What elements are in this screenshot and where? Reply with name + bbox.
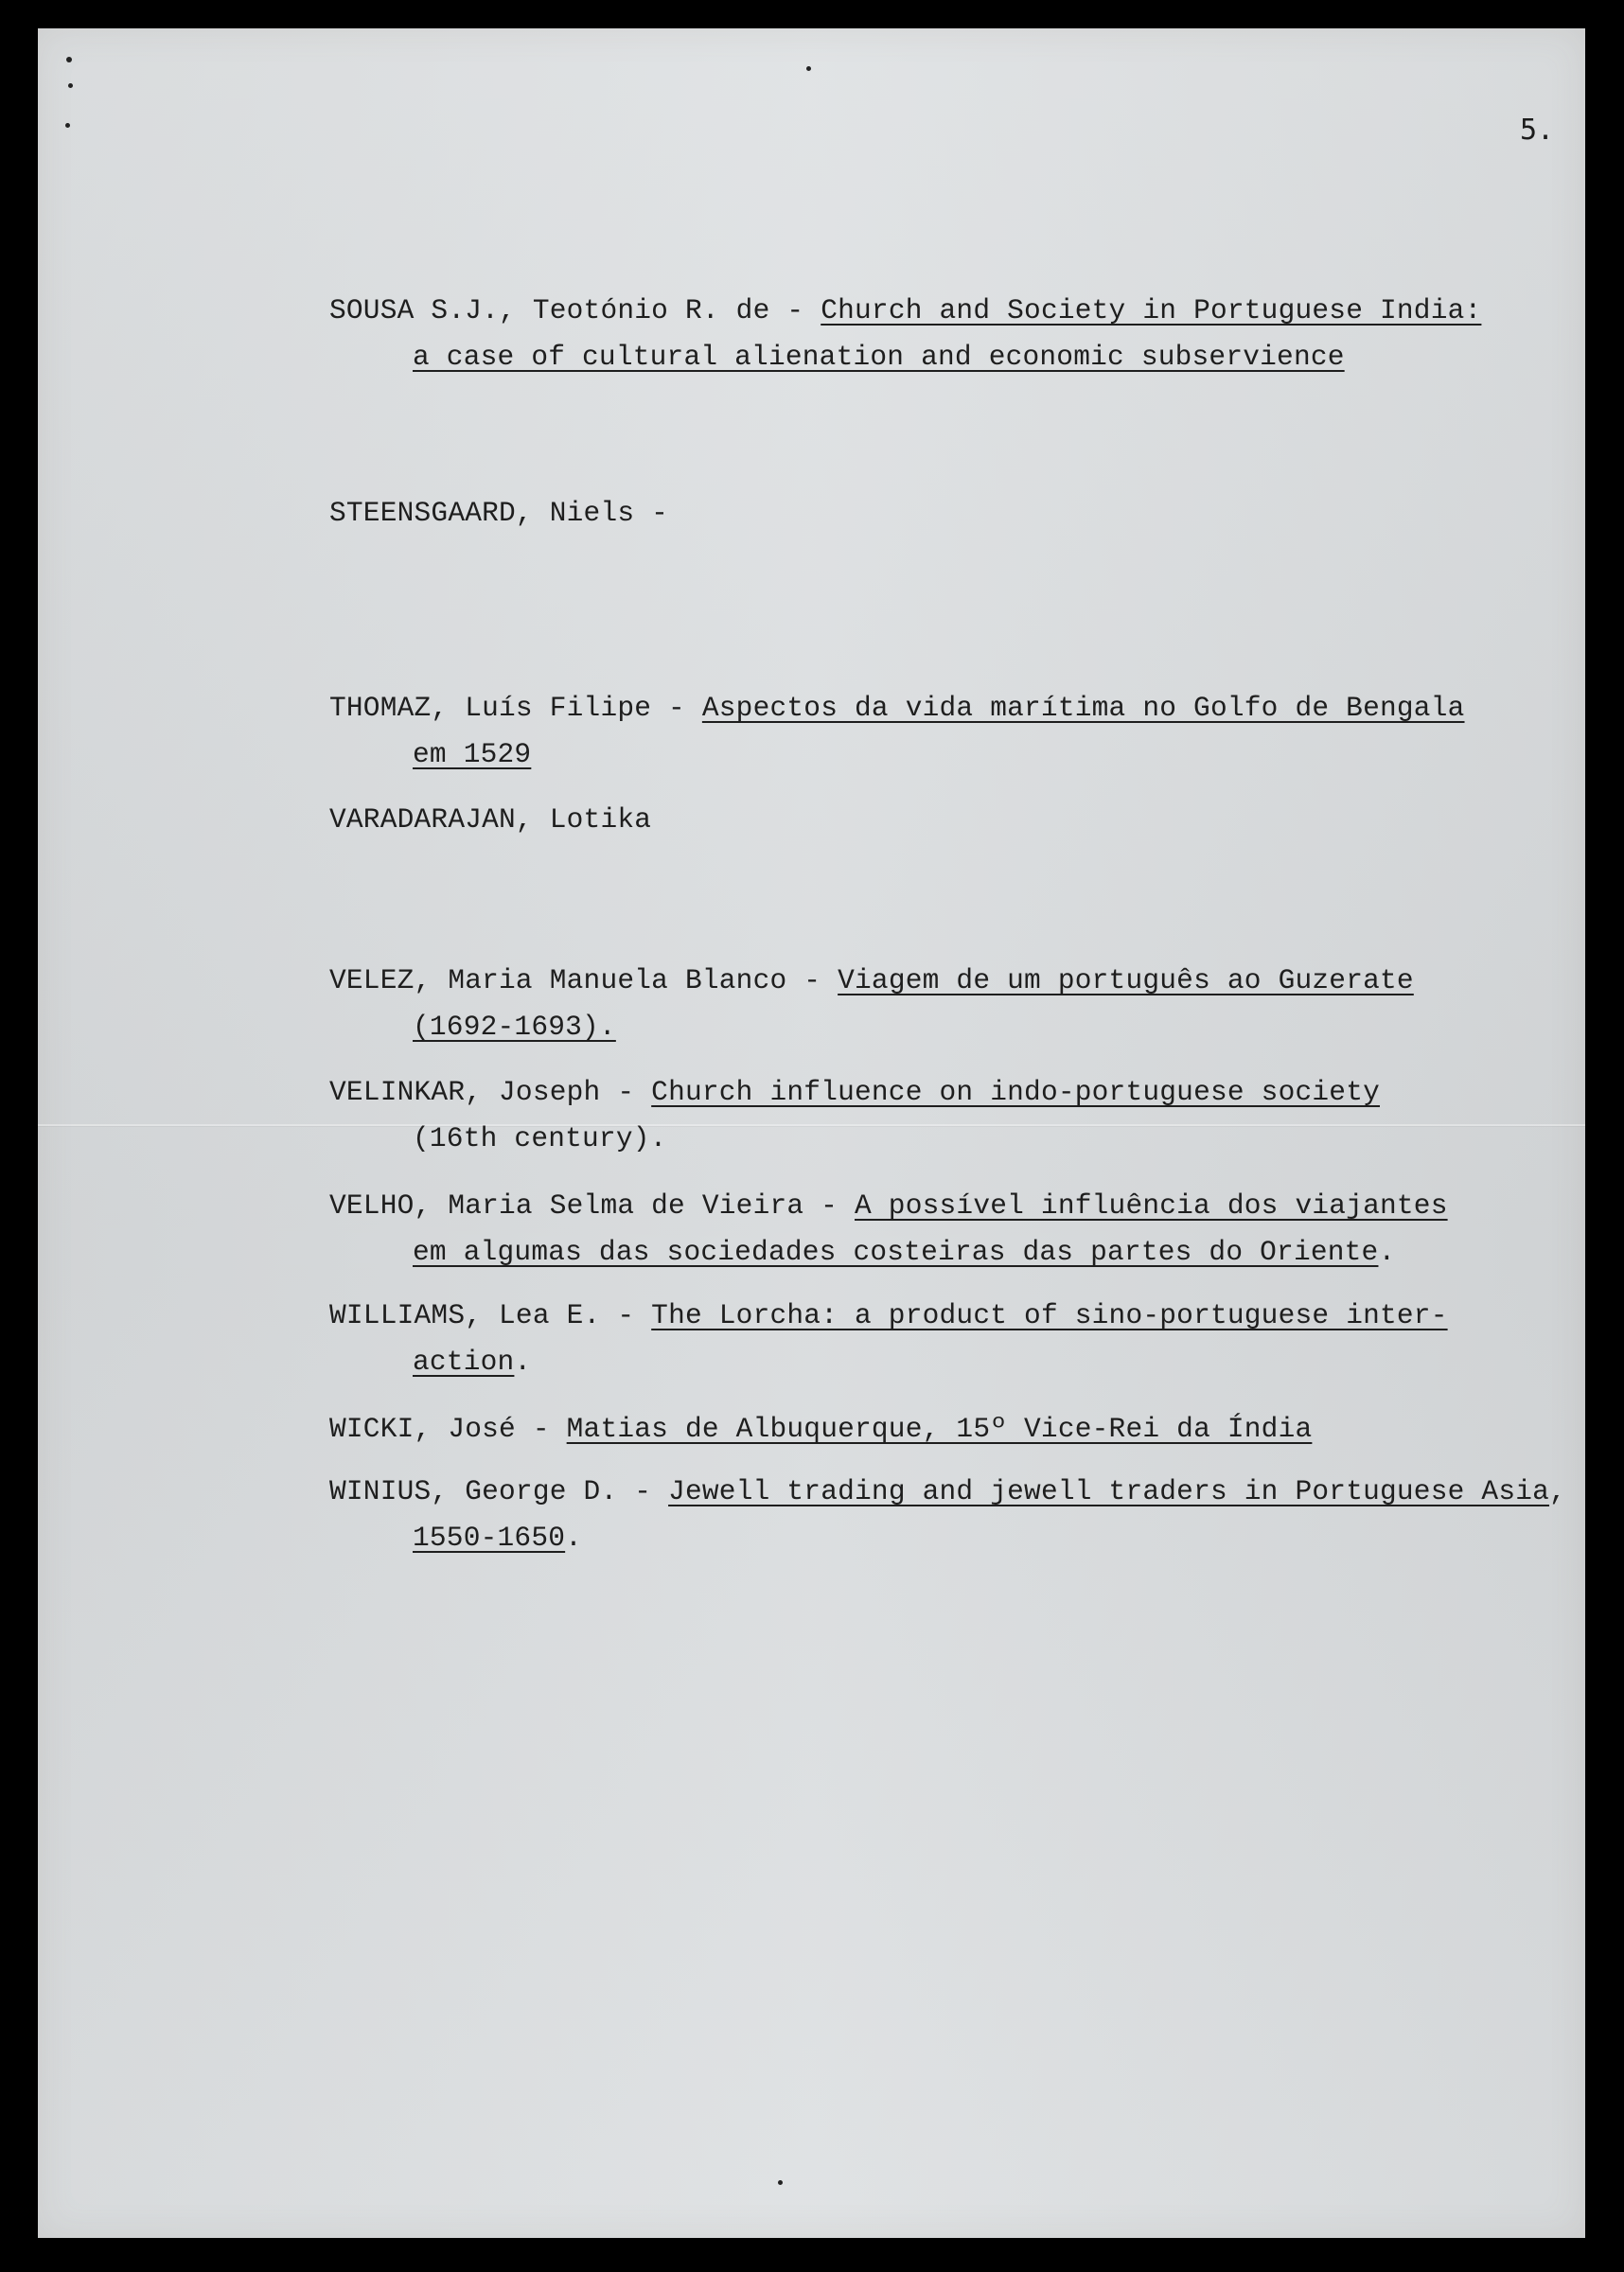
bibliography-entry <box>329 685 1598 778</box>
bibliography-entry <box>329 1293 1598 1385</box>
bibliography-entry <box>329 288 1598 380</box>
entry-author: VELINKAR, Joseph <box>329 1076 601 1108</box>
entry-title: The Lorcha: a product of sino-portuguese inter- <box>651 1299 1448 1331</box>
entry-title: Aspectos da vida marítima no Golfo de Bengala <box>701 692 1465 724</box>
entry-title: Jewell trading and jewell traders in Portuguese Asia <box>668 1475 1550 1507</box>
entry-author: WINIUS, George D. <box>329 1475 618 1507</box>
bibliography-entry <box>329 1406 1598 1453</box>
entry-separator: - <box>617 1475 669 1507</box>
entry-title: Viagem de um português ao Guzerate <box>838 964 1414 996</box>
ink-speck <box>778 2180 783 2185</box>
entry-separator: - <box>651 692 702 724</box>
bibliography-entry <box>329 1183 1598 1276</box>
entry-author: WILLIAMS, Lea E. <box>329 1299 601 1331</box>
entry-title-continued: (16th century). <box>413 1122 667 1154</box>
entry-separator: - <box>786 964 838 996</box>
entry-title: Church influence on indo-portuguese society <box>651 1076 1380 1108</box>
bibliography-entry <box>329 797 1598 843</box>
entry-end-punctuation: . <box>565 1522 583 1554</box>
entry-title-continued: em algumas das sociedades costeiras das partes do Oriente <box>413 1236 1379 1268</box>
entry-title-continued: action <box>413 1346 515 1378</box>
entry-author: VELHO, Maria Selma de Vieira <box>329 1189 804 1222</box>
page-number: 5. <box>1520 114 1555 147</box>
entry-author: VARADARAJAN, Lotika <box>329 803 652 836</box>
punch-hole-speck <box>65 123 70 128</box>
entry-separator: - <box>634 497 669 529</box>
entry-author: VELEZ, Maria Manuela Blanco <box>329 964 787 996</box>
entry-title-continued: 1550-1650 <box>413 1522 566 1554</box>
entry-title-continued: em 1529 <box>413 738 532 770</box>
entry-separator: - <box>803 1189 855 1222</box>
entry-title: Church and Society in Portuguese India: <box>821 294 1482 326</box>
punch-hole-speck <box>66 57 72 62</box>
entry-author: SOUSA S.J., Teotónio R. de <box>329 294 770 326</box>
ink-speck <box>806 66 811 71</box>
entry-end-punctuation: . <box>514 1346 532 1378</box>
entry-author: THOMAZ, Luís Filipe <box>329 692 652 724</box>
entry-separator: - <box>515 1413 567 1445</box>
entry-end-punctuation: . <box>1378 1236 1396 1268</box>
typewritten-page <box>38 28 1585 2238</box>
entry-title-continued: a case of cultural alienation and economic subservience <box>413 341 1345 373</box>
entry-author: STEENSGAARD, Niels <box>329 497 635 529</box>
entry-title: Matias de Albuquerque, 15º Vice-Rei da Índia <box>566 1413 1313 1445</box>
punch-hole-speck <box>68 83 73 88</box>
entry-line-punctuation: , <box>1549 1475 1566 1507</box>
entry-author: WICKI, José <box>329 1413 516 1445</box>
entry-title: A possível influência dos viajantes <box>855 1189 1448 1222</box>
bibliography-entry <box>329 1469 1598 1561</box>
bibliography-entry <box>329 490 1598 537</box>
entry-separator: - <box>600 1299 652 1331</box>
entry-title-continued: (1692-1693). <box>413 1011 616 1043</box>
entry-separator: - <box>600 1076 652 1108</box>
bibliography-entry <box>329 1069 1598 1162</box>
entry-separator: - <box>769 294 821 326</box>
bibliography-entry <box>329 958 1598 1050</box>
